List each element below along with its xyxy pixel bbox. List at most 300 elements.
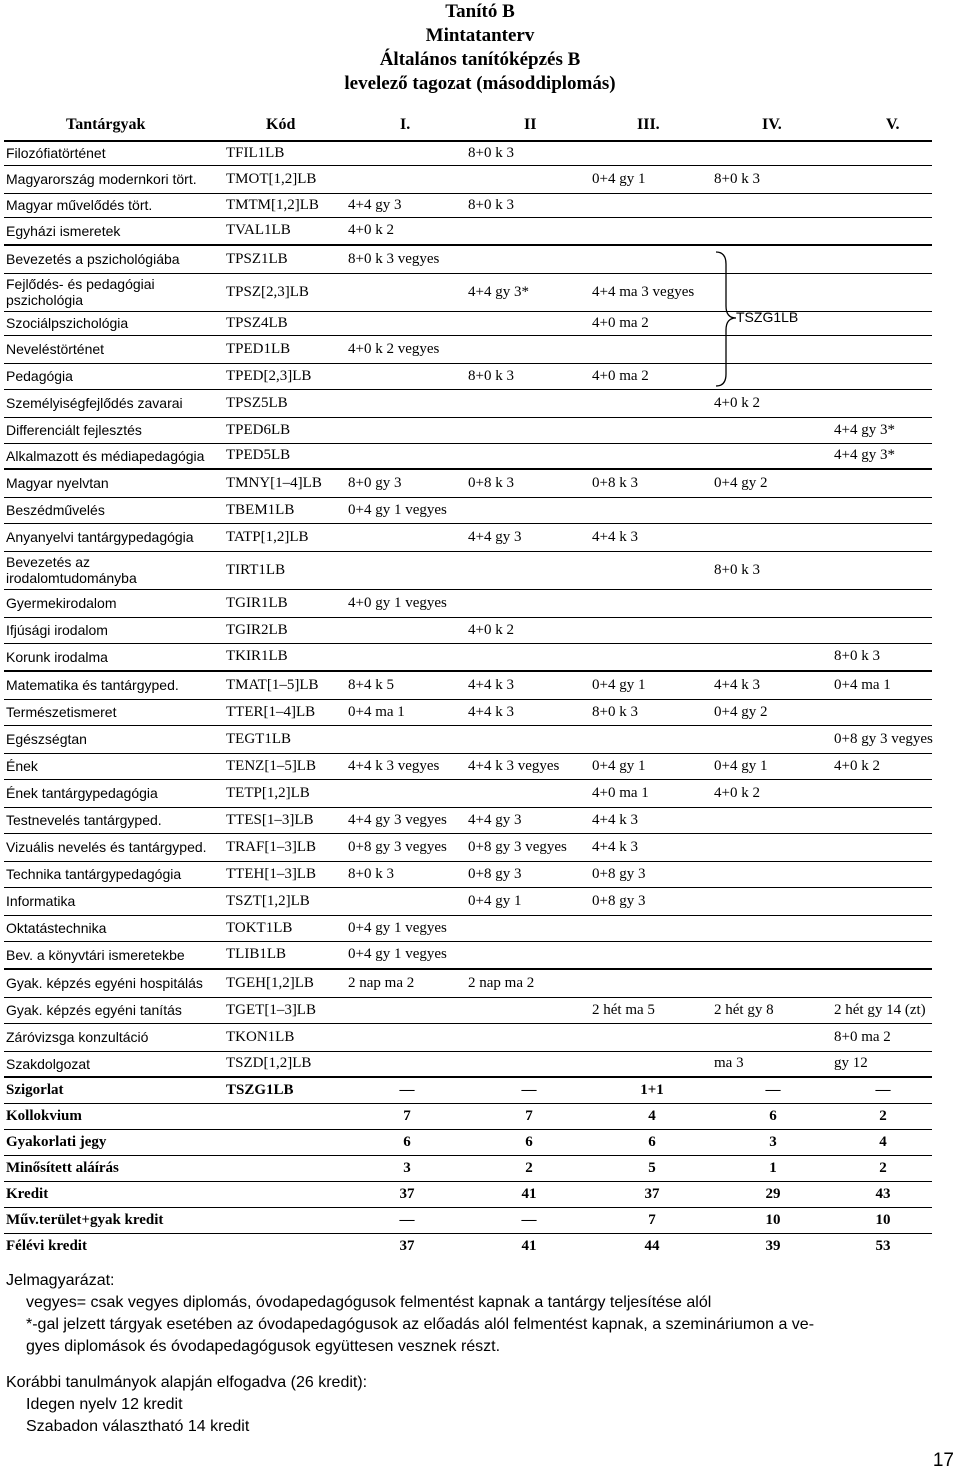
code-cell: TMOT[1,2]LB (224, 165, 346, 193)
code-cell: TBEM1LB (224, 497, 346, 523)
subject-cell: Filozófiatörténet (4, 141, 224, 165)
subject-cell: Ének tantárgypedagógia (4, 779, 224, 807)
semester-cell: 0+4 gy 1 vegyes (346, 915, 466, 941)
semester-cell: 4+0 gy 1 vegyes (346, 589, 466, 617)
summary-value: 6 (712, 1103, 832, 1129)
code-cell: TPSZ[2,3]LB (224, 273, 346, 311)
summary-value: 10 (712, 1207, 832, 1233)
title-line-1: Tanító B (445, 1, 515, 22)
header-sem-3: III. (637, 116, 660, 133)
summary-value: 6 (346, 1129, 466, 1155)
semester-cell (466, 165, 590, 193)
summary-label: Kollokvium (4, 1103, 224, 1129)
code-cell: TTER[1–4]LB (224, 699, 346, 725)
semester-cell (466, 643, 590, 671)
prior-heading: Korábbi tanulmányok alapján elfogadva (26 kredit): (6, 1374, 368, 1391)
subject-cell: Magyar nyelvtan (4, 469, 224, 497)
code-cell: TGIR2LB (224, 617, 346, 643)
semester-cell (590, 915, 712, 941)
semester-cell (466, 779, 590, 807)
code-cell: TPED[2,3]LB (224, 363, 346, 389)
summary-value: 7 (466, 1103, 590, 1129)
semester-cell (466, 997, 590, 1023)
semester-cell: 8+0 k 3 (466, 193, 590, 217)
semester-cell: 4+4 k 3 vegyes (466, 753, 590, 779)
semester-cell (346, 551, 466, 589)
semester-cell (466, 497, 590, 523)
table-row (4, 699, 932, 725)
summary-label: Kredit (4, 1181, 224, 1207)
semester-cell (346, 363, 466, 389)
summary-value: — (466, 1207, 590, 1233)
semester-cell (712, 497, 832, 523)
summary-value: 39 (712, 1233, 832, 1259)
semester-cell (832, 833, 932, 861)
summary-value: 6 (466, 1129, 590, 1155)
semester-cell: 4+0 k 2 (346, 217, 466, 245)
table-row (4, 1023, 932, 1051)
code-cell: TPED5LB (224, 443, 346, 469)
semester-cell (590, 551, 712, 589)
semester-cell: 0+8 k 3 (590, 469, 712, 497)
table-row (4, 997, 932, 1023)
semester-cell (712, 617, 832, 643)
semester-cell: 0+8 gy 3 vegyes (466, 833, 590, 861)
table-row (4, 725, 932, 753)
semester-cell (832, 311, 932, 335)
semester-cell (590, 725, 712, 753)
subject-cell: Szociálpszichológia (4, 311, 224, 335)
semester-cell: 2 hét gy 8 (712, 997, 832, 1023)
semester-cell (712, 193, 832, 217)
summary-value: 44 (590, 1233, 712, 1259)
page-number: 17 (932, 1450, 954, 1471)
code-cell: TETP[1,2]LB (224, 779, 346, 807)
table-row (4, 443, 932, 469)
semester-cell: 8+0 k 3 vegyes (346, 245, 466, 273)
semester-cell: 0+4 gy 1 (590, 165, 712, 193)
semester-cell (346, 165, 466, 193)
semester-cell (346, 273, 466, 311)
summary-value: — (346, 1077, 466, 1103)
summary-row (4, 1155, 932, 1181)
header-subjects: Tantárgyak (66, 116, 146, 133)
semester-cell (346, 617, 466, 643)
summary-value: 4 (590, 1103, 712, 1129)
brace-label: TSZG1LB (736, 309, 799, 325)
semester-cell (832, 141, 932, 165)
header-sem-1: I. (400, 116, 411, 133)
semester-cell: 0+4 gy 1 vegyes (346, 497, 466, 523)
code-cell: TGET[1–3]LB (224, 997, 346, 1023)
table-row (4, 217, 932, 245)
semester-cell (712, 861, 832, 887)
summary-value: 41 (466, 1181, 590, 1207)
summary-value: 5 (590, 1155, 712, 1181)
table-row (4, 273, 932, 311)
summary-value: 2 (832, 1155, 932, 1181)
semester-cell (466, 443, 590, 469)
semester-cell: 0+8 gy 3 (590, 887, 712, 915)
semester-cell (346, 1051, 466, 1077)
semester-cell (590, 193, 712, 217)
semester-cell: 0+4 gy 2 (712, 469, 832, 497)
subject-cell: Korunk irodalma (4, 643, 224, 671)
semester-cell: 4+4 gy 3* (466, 273, 590, 311)
summary-label: Minősített aláírás (4, 1155, 224, 1181)
subject-cell: Személyiségfejlődés zavarai (4, 389, 224, 417)
semester-cell (346, 523, 466, 551)
table-header (4, 108, 934, 140)
subject-cell: Ifjúsági irodalom (4, 617, 224, 643)
semester-cell (712, 589, 832, 617)
semester-cell: 8+0 k 3 (712, 165, 832, 193)
semester-cell (712, 941, 832, 969)
summary-value: 53 (832, 1233, 932, 1259)
summary-row (4, 1103, 932, 1129)
table-row (4, 523, 932, 551)
semester-cell (832, 617, 932, 643)
summary-code (224, 1129, 346, 1155)
semester-cell: 0+4 gy 1 vegyes (346, 941, 466, 969)
legend (6, 1270, 951, 1438)
legend-heading: Jelmagyarázat: (6, 1272, 115, 1289)
semester-cell (832, 217, 932, 245)
summary-value: 3 (712, 1129, 832, 1155)
summary-value: 4 (832, 1129, 932, 1155)
title-line-4: levelező tagozat (másoddiplomás) (344, 73, 616, 94)
legend-line-3: gyes diplomások és óvodapedagógusok együttesen vesznek részt. (26, 1338, 501, 1355)
semester-cell: 4+4 gy 3* (832, 443, 932, 469)
subject-cell: Magyar művelődés tört. (4, 193, 224, 217)
code-cell: TEGT1LB (224, 725, 346, 753)
semester-cell: 0+8 gy 3 vegyes (832, 725, 932, 753)
summary-value: 2 (832, 1103, 932, 1129)
semester-cell: 4+4 gy 3 (466, 807, 590, 833)
summary-code (224, 1233, 346, 1259)
summary-value: 37 (590, 1181, 712, 1207)
semester-cell (712, 807, 832, 833)
semester-cell (832, 551, 932, 589)
subject-cell: Testnevelés tantárgyped. (4, 807, 224, 833)
semester-cell (346, 443, 466, 469)
semester-cell: 4+4 k 3 (590, 833, 712, 861)
summary-value: — (832, 1077, 932, 1103)
semester-cell: 8+0 k 3 (832, 643, 932, 671)
subject-cell: Egészségtan (4, 725, 224, 753)
semester-cell (832, 165, 932, 193)
code-cell: TPSZ5LB (224, 389, 346, 417)
code-cell: TPSZ4LB (224, 311, 346, 335)
table-row (4, 1051, 932, 1077)
summary-value: 43 (832, 1181, 932, 1207)
code-cell: TMAT[1–5]LB (224, 671, 346, 699)
semester-cell (712, 141, 832, 165)
semester-cell (590, 617, 712, 643)
subject-cell: Magyarország modernkori tört. (4, 165, 224, 193)
semester-cell (712, 833, 832, 861)
semester-cell (832, 273, 932, 311)
semester-cell (590, 1023, 712, 1051)
semester-cell: 4+4 gy 3* (832, 417, 932, 443)
semester-cell (590, 443, 712, 469)
semester-cell: 2 nap ma 2 (346, 969, 466, 997)
semester-cell: 8+0 k 3 (466, 141, 590, 165)
semester-cell: 4+4 gy 3 vegyes (346, 807, 466, 833)
summary-value: 1+1 (590, 1077, 712, 1103)
header-sem-2: II (524, 116, 537, 133)
table-row (4, 779, 932, 807)
code-cell: TPED6LB (224, 417, 346, 443)
curriculum-table (4, 140, 932, 1259)
subject-cell: Oktatástechnika (4, 915, 224, 941)
semester-cell (832, 389, 932, 417)
subject-cell: Bevezetés az irodalomtudományba (4, 551, 224, 589)
semester-cell (832, 699, 932, 725)
summary-label: Műv.terület+gyak kredit (4, 1207, 224, 1233)
semester-cell (466, 941, 590, 969)
semester-cell (832, 523, 932, 551)
prior-line-2: Szabadon választható 14 kredit (26, 1418, 250, 1435)
semester-cell: 0+4 gy 1 (466, 887, 590, 915)
subject-cell: Gyak. képzés egyéni tanítás (4, 997, 224, 1023)
semester-cell (466, 725, 590, 753)
summary-row (4, 1181, 932, 1207)
semester-cell (712, 643, 832, 671)
subject-cell: Bev. a könyvtári ismeretekbe (4, 941, 224, 969)
code-cell: TTEH[1–3]LB (224, 861, 346, 887)
summary-value: — (346, 1207, 466, 1233)
semester-cell: 0+4 gy 1 (712, 753, 832, 779)
semester-cell (712, 915, 832, 941)
code-cell: TLIB1LB (224, 941, 346, 969)
semester-cell (832, 589, 932, 617)
semester-cell: 4+0 k 2 (466, 617, 590, 643)
header-sem-5: V. (886, 116, 900, 133)
semester-cell (466, 335, 590, 363)
semester-cell: 8+0 k 3 (590, 699, 712, 725)
summary-row (4, 1077, 932, 1103)
summary-code (224, 1103, 346, 1129)
semester-cell: 0+8 gy 3 (466, 861, 590, 887)
semester-cell (466, 311, 590, 335)
subject-cell: Fejlődés- és pedagógiai pszichológia (4, 273, 224, 311)
summary-value: 37 (346, 1233, 466, 1259)
semester-cell (832, 969, 932, 997)
semester-cell: 4+0 ma 2 (590, 311, 712, 335)
semester-cell: 0+4 ma 1 (346, 699, 466, 725)
semester-cell (466, 217, 590, 245)
subject-cell: Matematika és tantárgyped. (4, 671, 224, 699)
semester-cell: 0+8 gy 3 (590, 861, 712, 887)
semester-cell (832, 887, 932, 915)
subject-cell: Technika tantárgypedagógia (4, 861, 224, 887)
code-cell: TMTM[1,2]LB (224, 193, 346, 217)
semester-cell (590, 1051, 712, 1077)
semester-cell (712, 969, 832, 997)
semester-cell (712, 523, 832, 551)
subject-cell: Gyak. képzés egyéni hospitálás (4, 969, 224, 997)
semester-cell: 8+0 gy 3 (346, 469, 466, 497)
subject-cell: Informatika (4, 887, 224, 915)
semester-cell (346, 141, 466, 165)
semester-cell (346, 779, 466, 807)
semester-cell: 0+4 ma 1 (832, 671, 932, 699)
semester-cell (832, 915, 932, 941)
semester-cell (832, 497, 932, 523)
summary-code (224, 1155, 346, 1181)
semester-cell (712, 1023, 832, 1051)
summary-value: 6 (590, 1129, 712, 1155)
semester-cell: 4+0 ma 1 (590, 779, 712, 807)
header-sem-4: IV. (762, 116, 782, 133)
semester-cell (346, 389, 466, 417)
subject-cell: Alkalmazott és médiapedagógia (4, 443, 224, 469)
code-cell: TOKT1LB (224, 915, 346, 941)
semester-cell: 4+4 ma 3 vegyes (590, 273, 712, 311)
code-cell: TENZ[1–5]LB (224, 753, 346, 779)
semester-cell: ma 3 (712, 1051, 832, 1077)
summary-value: 3 (346, 1155, 466, 1181)
semester-cell: 2 hét gy 14 (zt) (832, 997, 932, 1023)
table-row (4, 165, 932, 193)
semester-cell: 4+0 k 2 (712, 779, 832, 807)
semester-cell: 4+4 gy 3 (466, 523, 590, 551)
summary-code (224, 1207, 346, 1233)
title-line-3: Általános tanítóképzés B (379, 49, 581, 70)
semester-cell: 4+0 k 2 (832, 753, 932, 779)
semester-cell: 0+4 gy 1 (590, 671, 712, 699)
summary-value: 7 (590, 1207, 712, 1233)
subject-cell: Pedagógia (4, 363, 224, 389)
subject-cell: Beszédművelés (4, 497, 224, 523)
semester-cell (832, 245, 932, 273)
subject-cell: Vizuális nevelés és tantárgyped. (4, 833, 224, 861)
table-row (4, 915, 932, 941)
semester-cell (832, 469, 932, 497)
semester-cell (832, 193, 932, 217)
semester-cell: 4+0 k 2 (712, 389, 832, 417)
semester-cell: 8+0 ma 2 (832, 1023, 932, 1051)
subject-cell: Záróvizsga konzultáció (4, 1023, 224, 1051)
summary-value: 2 (466, 1155, 590, 1181)
semester-cell: 2 hét ma 5 (590, 997, 712, 1023)
summary-row (4, 1207, 932, 1233)
code-cell: TIRT1LB (224, 551, 346, 589)
semester-cell (346, 311, 466, 335)
semester-cell (466, 589, 590, 617)
semester-cell (590, 141, 712, 165)
summary-value: 7 (346, 1103, 466, 1129)
summary-code (224, 1181, 346, 1207)
code-cell: TKON1LB (224, 1023, 346, 1051)
semester-cell (590, 969, 712, 997)
semester-cell (346, 417, 466, 443)
table-row (4, 245, 932, 273)
semester-cell (346, 725, 466, 753)
semester-cell: 8+4 k 5 (346, 671, 466, 699)
semester-cell: 4+4 k 3 (466, 699, 590, 725)
semester-cell: 0+8 k 3 (466, 469, 590, 497)
code-cell: TGEH[1,2]LB (224, 969, 346, 997)
table-row (4, 671, 932, 699)
subject-cell: Bevezetés a pszichológiába (4, 245, 224, 273)
subject-cell: Gyermekirodalom (4, 589, 224, 617)
table-row (4, 833, 932, 861)
semester-cell (712, 217, 832, 245)
semester-cell: gy 12 (832, 1051, 932, 1077)
semester-cell (466, 1023, 590, 1051)
semester-cell (590, 497, 712, 523)
table-row (4, 389, 932, 417)
table-row (4, 643, 932, 671)
code-cell: TSZD[1,2]LB (224, 1051, 346, 1077)
semester-cell (712, 887, 832, 915)
semester-cell: 0+4 gy 2 (712, 699, 832, 725)
semester-cell (712, 417, 832, 443)
header-code: Kód (266, 116, 296, 133)
table-row (4, 617, 932, 643)
title-line-2: Mintatanterv (425, 25, 535, 46)
semester-cell (590, 941, 712, 969)
code-cell: TPED1LB (224, 335, 346, 363)
semester-cell: 8+0 k 3 (466, 363, 590, 389)
code-cell: TFIL1LB (224, 141, 346, 165)
code-cell: TRAF[1–3]LB (224, 833, 346, 861)
table-row (4, 887, 932, 915)
summary-value: — (466, 1077, 590, 1103)
table-row (4, 807, 932, 833)
semester-cell: 4+4 k 3 (712, 671, 832, 699)
code-cell: TMNY[1–4]LB (224, 469, 346, 497)
legend-line-1: vegyes= csak vegyes diplomás, óvodapedagógusok felmentést kapnak a tantárgy teljesítése alól (26, 1294, 712, 1311)
code-cell: TKIR1LB (224, 643, 346, 671)
table-row (4, 969, 932, 997)
summary-value: 10 (832, 1207, 932, 1233)
subject-cell: Szakdolgozat (4, 1051, 224, 1077)
semester-cell: 4+4 k 3 vegyes (346, 753, 466, 779)
semester-cell (832, 363, 932, 389)
semester-cell (590, 417, 712, 443)
semester-cell (832, 861, 932, 887)
semester-cell (590, 245, 712, 273)
semester-cell (466, 245, 590, 273)
code-cell: TPSZ1LB (224, 245, 346, 273)
table-row (4, 753, 932, 779)
semester-cell: 4+4 k 3 (590, 807, 712, 833)
semester-cell: 4+4 gy 3 (346, 193, 466, 217)
subject-cell: Anyanyelvi tantárgypedagógia (4, 523, 224, 551)
semester-cell (832, 335, 932, 363)
semester-cell: 8+0 k 3 (346, 861, 466, 887)
summary-value: 1 (712, 1155, 832, 1181)
table-row (4, 861, 932, 887)
table-row (4, 417, 932, 443)
summary-value: 37 (346, 1181, 466, 1207)
semester-cell (346, 1023, 466, 1051)
subject-cell: Neveléstörténet (4, 335, 224, 363)
semester-cell (466, 915, 590, 941)
semester-cell: 0+8 gy 3 vegyes (346, 833, 466, 861)
code-cell: TSZT[1,2]LB (224, 887, 346, 915)
code-cell: TATP[1,2]LB (224, 523, 346, 551)
semester-cell (346, 643, 466, 671)
semester-cell: 8+0 k 3 (712, 551, 832, 589)
table-row (4, 193, 932, 217)
table-row (4, 497, 932, 523)
semester-cell: 4+0 ma 2 (590, 363, 712, 389)
summary-label: Gyakorlati jegy (4, 1129, 224, 1155)
